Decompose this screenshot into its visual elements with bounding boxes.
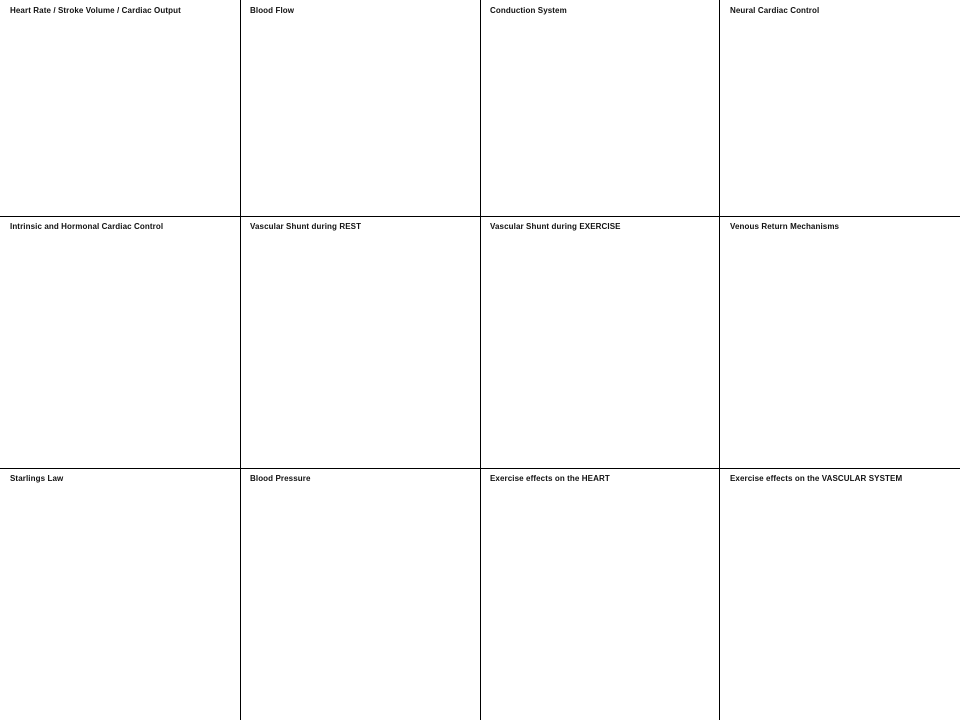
cell-title: Exercise effects on the VASCULAR SYSTEM (730, 474, 903, 483)
cell-exercise-effects-heart (480, 468, 720, 720)
cell-title: Vascular Shunt during EXERCISE (490, 222, 621, 231)
cell-title: Conduction System (490, 6, 567, 15)
grid-divider-horizontal (0, 468, 960, 469)
cell-venous-return-mechanisms (720, 216, 960, 468)
grid-divider-vertical (240, 0, 241, 720)
cell-title: Exercise effects on the HEART (490, 474, 610, 483)
cell-title: Venous Return Mechanisms (730, 222, 840, 231)
cell-vascular-shunt-rest (240, 216, 480, 468)
cell-heart-rate-stroke-volume-cardiac-output (0, 0, 240, 216)
cell-title: Heart Rate / Stroke Volume / Cardiac Output (10, 6, 181, 15)
grid-divider-vertical (719, 0, 720, 720)
cell-intrinsic-hormonal-cardiac-control (0, 216, 240, 468)
cell-conduction-system (480, 0, 720, 216)
cell-neural-cardiac-control (720, 0, 960, 216)
grid-divider-vertical (480, 0, 481, 720)
cell-title: Starlings Law (10, 474, 64, 483)
cell-title: Blood Flow (250, 6, 295, 15)
cell-title: Vascular Shunt during REST (250, 222, 362, 231)
cell-blood-pressure (240, 468, 480, 720)
cell-title: Intrinsic and Hormonal Cardiac Control (10, 222, 164, 231)
cell-vascular-shunt-exercise (480, 216, 720, 468)
cell-starlings-law (0, 468, 240, 720)
cell-blood-flow (240, 0, 480, 216)
cell-title: Neural Cardiac Control (730, 6, 820, 15)
grid-divider-horizontal (0, 216, 960, 217)
cell-exercise-effects-vascular-system (720, 468, 960, 720)
cell-title: Blood Pressure (250, 474, 311, 483)
